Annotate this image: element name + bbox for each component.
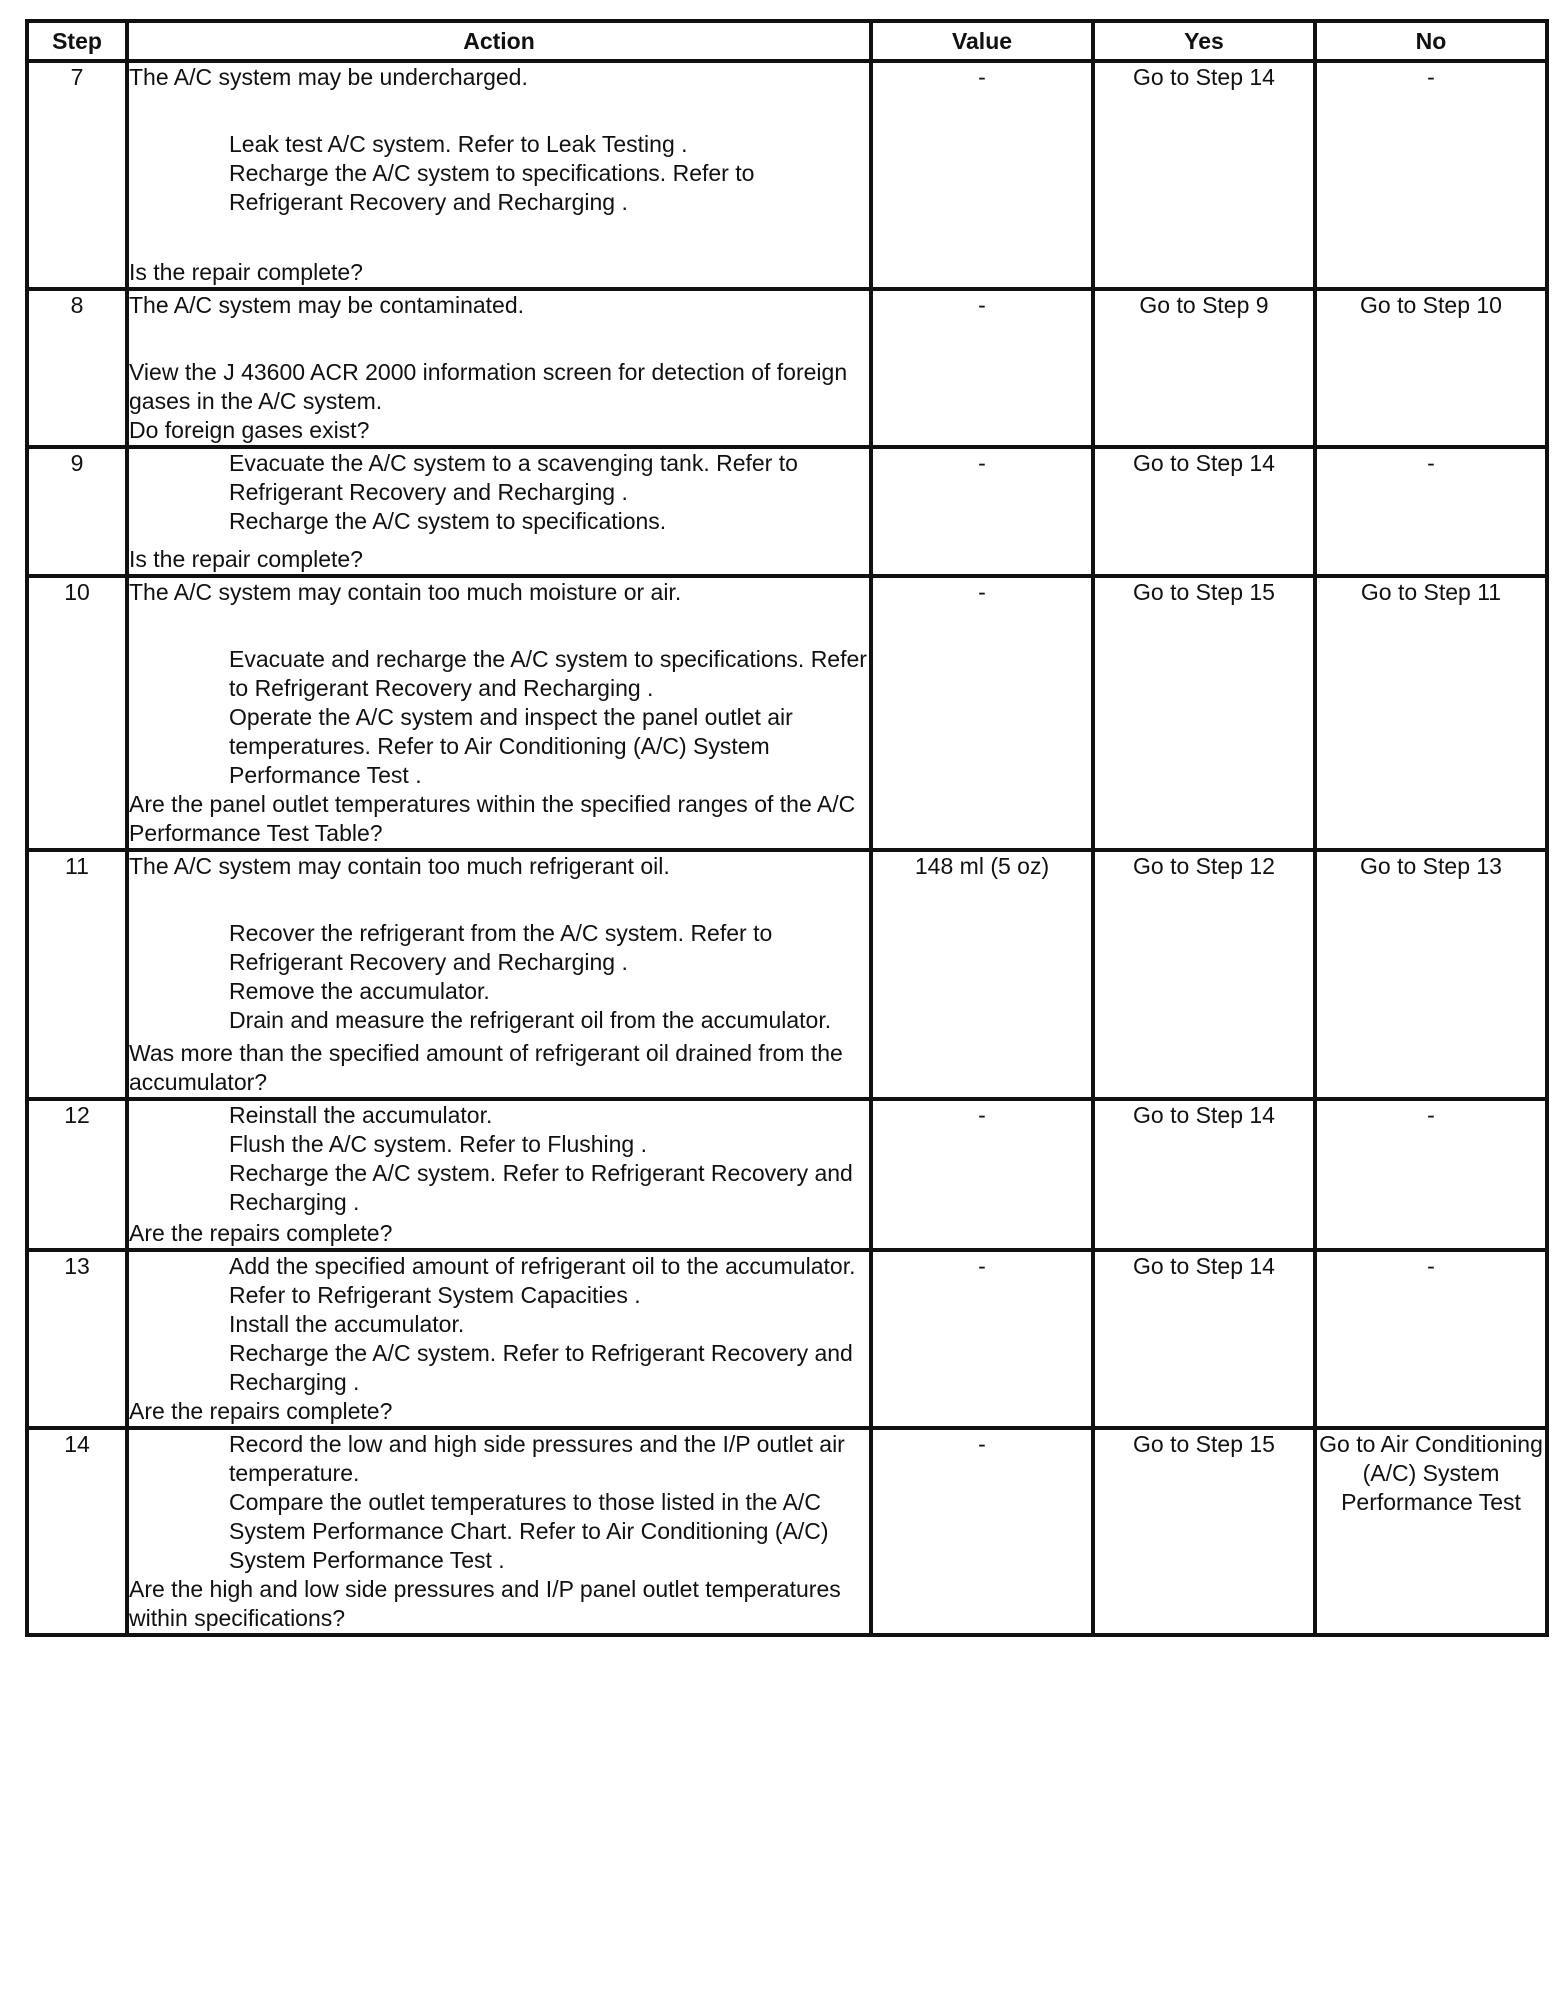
action-substep: Recharge the A/C system to specifications. xyxy=(229,508,667,534)
action-intro: The A/C system may be contaminated. xyxy=(129,292,525,318)
header-value: Value xyxy=(871,21,1093,61)
action-substeps xyxy=(129,919,869,1035)
action-substep: Remove the accumulator. xyxy=(229,978,490,1004)
action-substep: Leak test A/C system. Refer to Leak Testing . xyxy=(229,131,688,157)
action-substep: Record the low and high side pressures and the I/P outlet air temperature. xyxy=(229,1431,845,1486)
action-spacer xyxy=(129,92,869,130)
yes-cell: Go to Step 15 xyxy=(1093,1428,1315,1635)
action-spacer xyxy=(129,607,869,645)
action-content xyxy=(129,1252,869,1426)
table-body xyxy=(27,61,1547,1635)
yes-cell: Go to Step 14 xyxy=(1093,1250,1315,1428)
step-number: 9 xyxy=(27,447,127,576)
header-action: Action xyxy=(127,21,871,61)
action-substep: Flush the A/C system. Refer to Flushing . xyxy=(229,1131,647,1157)
no-cell: - xyxy=(1315,1250,1547,1428)
action-substep: Evacuate the A/C system to a scavenging tank. Refer to Refrigerant Recovery and Recharging . xyxy=(229,450,798,505)
value-cell: - xyxy=(871,1099,1093,1250)
no-cell: Go to Step 10 xyxy=(1315,289,1547,447)
action-content xyxy=(129,449,869,574)
table-row xyxy=(27,447,1547,576)
header-step: Step xyxy=(27,21,127,61)
action-substep: Recharge the A/C system to specifications. Refer to Refrigerant Recovery and Recharging . xyxy=(229,160,755,215)
yes-cell: Go to Step 14 xyxy=(1093,1099,1315,1250)
no-cell: - xyxy=(1315,447,1547,576)
action-content xyxy=(129,63,869,287)
action-cell xyxy=(127,576,871,850)
value-cell: 148 ml (5 oz) xyxy=(871,850,1093,1099)
action-top xyxy=(129,852,869,1035)
action-cell xyxy=(127,1428,871,1635)
value-cell: - xyxy=(871,289,1093,447)
action-cell xyxy=(127,1250,871,1428)
no-cell: Go to Step 13 xyxy=(1315,850,1547,1099)
yes-cell: Go to Step 12 xyxy=(1093,850,1315,1099)
table-row xyxy=(27,576,1547,850)
header-no: No xyxy=(1315,21,1547,61)
action-spacer xyxy=(129,881,869,919)
no-cell: - xyxy=(1315,1099,1547,1250)
action-top xyxy=(129,63,869,217)
header-yes: Yes xyxy=(1093,21,1315,61)
action-cell xyxy=(127,850,871,1099)
table-row xyxy=(27,1428,1547,1635)
action-substep: Operate the A/C system and inspect the panel outlet air temperatures. Refer to Air Conditioning (A/C) System Performance Test . xyxy=(229,704,793,788)
step-number: 10 xyxy=(27,576,127,850)
action-content xyxy=(129,1430,869,1633)
table-row xyxy=(27,289,1547,447)
action-cell xyxy=(127,289,871,447)
action-substeps xyxy=(129,1430,869,1575)
header-row xyxy=(27,21,1547,61)
yes-cell: Go to Step 15 xyxy=(1093,576,1315,850)
value-cell: - xyxy=(871,576,1093,850)
action-top xyxy=(129,1430,869,1575)
action-top xyxy=(129,291,869,416)
action-content xyxy=(129,1101,869,1248)
step-number: 14 xyxy=(27,1428,127,1635)
action-question: Are the panel outlet temperatures within the specified ranges of the A/C Performance Test Table? xyxy=(129,791,856,846)
action-question: Was more than the specified amount of refrigerant oil drained from the accumulator? xyxy=(129,1040,843,1095)
step-number: 7 xyxy=(27,61,127,289)
value-cell: - xyxy=(871,1428,1093,1635)
action-substep: Reinstall the accumulator. xyxy=(229,1102,493,1128)
action-substeps xyxy=(129,130,869,217)
action-top xyxy=(129,578,869,790)
action-substeps xyxy=(129,645,869,790)
table-row xyxy=(27,850,1547,1099)
diagnostic-table xyxy=(25,19,1549,1637)
action-question: Is the repair complete? xyxy=(129,546,363,572)
step-number: 13 xyxy=(27,1250,127,1428)
action-substep: Compare the outlet temperatures to those listed in the A/C System Performance Chart. Refer to Air Conditioning (A/C) System Performance Test . xyxy=(229,1489,829,1573)
action-substeps xyxy=(129,1252,869,1397)
action-content xyxy=(129,852,869,1097)
action-intro: The A/C system may contain too much moisture or air. xyxy=(129,579,682,605)
step-number: 12 xyxy=(27,1099,127,1250)
value-cell: - xyxy=(871,1250,1093,1428)
action-substeps xyxy=(129,1101,869,1217)
action-top xyxy=(129,1252,869,1397)
value-cell: - xyxy=(871,61,1093,289)
action-question: Are the repairs complete? xyxy=(129,1220,393,1246)
action-cell xyxy=(127,1099,871,1250)
action-substep: Recover the refrigerant from the A/C system. Refer to Refrigerant Recovery and Recharging . xyxy=(229,920,773,975)
action-substep: Recharge the A/C system. Refer to Refrigerant Recovery and Recharging . xyxy=(229,1160,853,1215)
yes-cell: Go to Step 9 xyxy=(1093,289,1315,447)
action-question: Are the repairs complete? xyxy=(129,1398,393,1424)
action-substep: Add the specified amount of refrigerant oil to the accumulator. Refer to Refrigerant System Capacities . xyxy=(229,1253,856,1308)
action-cell xyxy=(127,61,871,289)
action-body: View the J 43600 ACR 2000 information screen for detection of foreign gases in the A/C system. xyxy=(129,359,848,414)
action-top xyxy=(129,1101,869,1217)
action-substep: Install the accumulator. xyxy=(229,1311,465,1337)
action-spacer xyxy=(129,320,869,358)
no-cell: Go to Step 11 xyxy=(1315,576,1547,850)
action-content xyxy=(129,291,869,445)
table-row xyxy=(27,1250,1547,1428)
action-intro: The A/C system may contain too much refrigerant oil. xyxy=(129,853,670,879)
action-cell xyxy=(127,447,871,576)
step-number: 8 xyxy=(27,289,127,447)
action-substep: Evacuate and recharge the A/C system to specifications. Refer to Refrigerant Recovery and Recharging . xyxy=(229,646,867,701)
table-row xyxy=(27,61,1547,289)
action-top xyxy=(129,449,869,536)
no-cell: - xyxy=(1315,61,1547,289)
action-substep: Drain and measure the refrigerant oil from the accumulator. xyxy=(229,1007,832,1033)
action-question: Are the high and low side pressures and I/P panel outlet temperatures within specifications? xyxy=(129,1576,841,1631)
table-row xyxy=(27,1099,1547,1250)
action-substeps xyxy=(129,449,869,536)
no-cell: Go to Air Conditioning (A/C) System Performance Test xyxy=(1315,1428,1547,1635)
yes-cell: Go to Step 14 xyxy=(1093,447,1315,576)
action-question: Do foreign gases exist? xyxy=(129,417,370,443)
action-substep: Recharge the A/C system. Refer to Refrigerant Recovery and Recharging . xyxy=(229,1340,853,1395)
yes-cell: Go to Step 14 xyxy=(1093,61,1315,289)
action-intro: The A/C system may be undercharged. xyxy=(129,64,528,90)
action-question: Is the repair complete? xyxy=(129,259,363,285)
value-cell: - xyxy=(871,447,1093,576)
step-number: 11 xyxy=(27,850,127,1099)
action-content xyxy=(129,578,869,848)
